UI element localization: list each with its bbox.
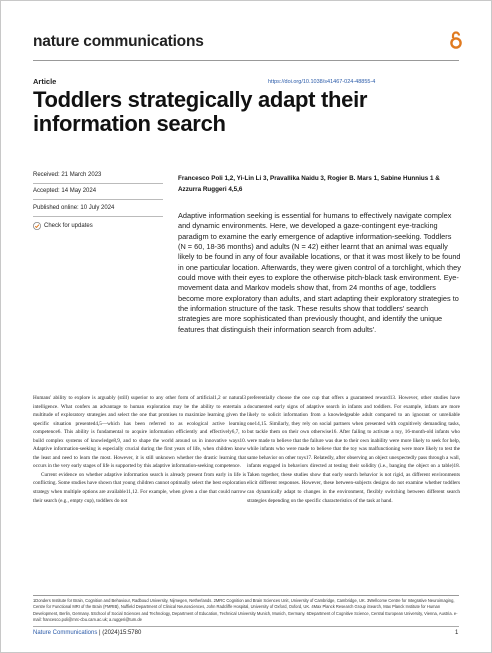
doi-link[interactable]: https://doi.org/10.1038/s41467-024-48855-4 — [268, 79, 376, 85]
article-title: Toddlers strategically adapt their information search — [33, 87, 368, 136]
accepted-date: Accepted: 14 May 2024 — [33, 188, 97, 194]
footer-citation — [33, 630, 141, 636]
check-updates-icon — [33, 222, 41, 230]
footer-rule — [33, 626, 459, 627]
divider — [33, 183, 163, 184]
divider — [33, 216, 163, 217]
published-date: Published online: 10 July 2024 — [33, 205, 115, 211]
check-updates-label: Check for updates — [44, 223, 93, 229]
header-rule — [33, 60, 459, 61]
received-date: Received: 21 March 2023 — [33, 172, 102, 178]
paragraph: Current evidence on whether adaptive information search is already present from early in life is conflicting. Some studies have shown that young children cannot optimally select the best exploration strategy when multiple options are available11,12. For example, when given a clue that could narrow their search (e.g., empty cup), toddlers do not — [33, 471, 246, 504]
body-column-left — [33, 394, 246, 505]
article-type: Article — [33, 77, 57, 86]
open-access-icon — [449, 30, 463, 50]
body-column-right — [247, 394, 460, 505]
affiliations-rule — [33, 595, 459, 596]
check-for-updates-button[interactable] — [33, 222, 93, 230]
author-list: Francesco Poli 1,2, Yi-Lin Li 3, Pravallika Naidu 3, Rogier B. Mars 1, Sabine Hunnius 1 & Azzurra Ruggeri 4,5,6 — [178, 175, 440, 193]
paragraph: Humans' ability to explore is arguably (still) superior to any other form of artificial1,2 or natural3 intelligence. What confers an advantage to human exploration may be the ability to entertain a multitude of exploratory strategies and select the one that promises to maximize learning given the specific situation presented4,5—which has been referred to as ecological active learning competence6. This ability is fundamental to acquire information efficiently and effectively6,7, to build complex systems of knowledge8,9, and to shape the world around us in innovative ways10. Adaptive information-seeking is especially crucial during the first years of life, when children know the least and need to learn the most. However, it is still unknown whether the drastic learning that occurs in the very early stages of life is supported by this adaptive information-seeking competence. — [33, 395, 246, 470]
footer-journal[interactable]: Nature Communications — [33, 630, 98, 636]
paragraph: preferentially choose the one cup that offers a guaranteed reward13. However, other studies have documented early signs of adaptive search in infants and toddlers. For example, infants are more likely to solicit information from a knowledgeable adult compared to an ignorant or unreliable one14,15. Similarly, they rely on social partners when presented with cognitively demanding tasks, but tackle them on their own otherwise16. After failing to activate a toy, 16-month-old infants who were made to believe that the failure was due to their own inability were more likely to seek for help, while infants who were made to believe that the toy was malfunctioning were more likely to test the same behavior on other toys17. Relatedly, after observing an object unexpectedly pass through a wall, infants engaged in behaviors directed at testing their solidity (i.e., banging the object on a table)18. Taken together, these studies show that early search behavior is not rigid, as different environments elicit different responses. However, these between-subjects designs do not examine whether toddlers can dynamically adapt to changes in the environment, flexibly switching between different search strategies depending on the specific characteristics of the task at hand. — [247, 395, 460, 504]
journal-name: nature communications — [33, 33, 204, 50]
divider — [33, 199, 163, 200]
affiliations: 1Donders Institute for Brain, Cognition and Behaviour, Radboud University, Nijmegen, Netherlands. 2MRC Cognition and Brain Sciences Unit, University of Cambridge, Cambridge, UK. 3Wellcome Centre for Integrative Neuroimaging, Centre for Functional MRI of the Brain (FMRIB), Nuffield Department of Clinical Neurosciences, John Radcliffe Hospital, University of Oxford, Oxford, UK. 4Max Planck Research Group iSearch, Max Planck Institute for Human Development, Berlin, Germany. 5School of Social Sciences and Technology, Department of Education, Technical University Munich, Munich, Germany. 6Department of Cognitive Science, Central European University, Vienna, Austria. e-mail: francesco.poli@mrc-cbu.cam.ac.uk; a.ruggeri@tum.de — [33, 598, 458, 623]
abstract: Adaptive information seeking is essential for humans to effectively navigate complex and dynamic environments. Here, we developed a gaze-contingent eye-tracking paradigm to examine the early emergence of adaptive information-seeking. Toddlers (N = 60, 18-36 months) and adults (N = 42) either learnt that an animal was equally likely to be found in any of four available locations, or that it was most likely to be found in one particular location. Afterwards, they were given control of a torchlight, which they could move with their eyes to explore the otherwise pitch-black task environment. Eye-movement data and Markov models show that, from 24 months of age, toddlers become more exploratory than adults, and start adapting their exploratory strategies to the information structure of the task. These results show that toddlers' search strategies are more sophisticated than previously thought, and identify the unique features that distinguish their information search from adults'. — [178, 211, 461, 334]
footer-volume: | (2024)15:5780 — [99, 630, 142, 636]
page-number: 1 — [455, 630, 459, 636]
